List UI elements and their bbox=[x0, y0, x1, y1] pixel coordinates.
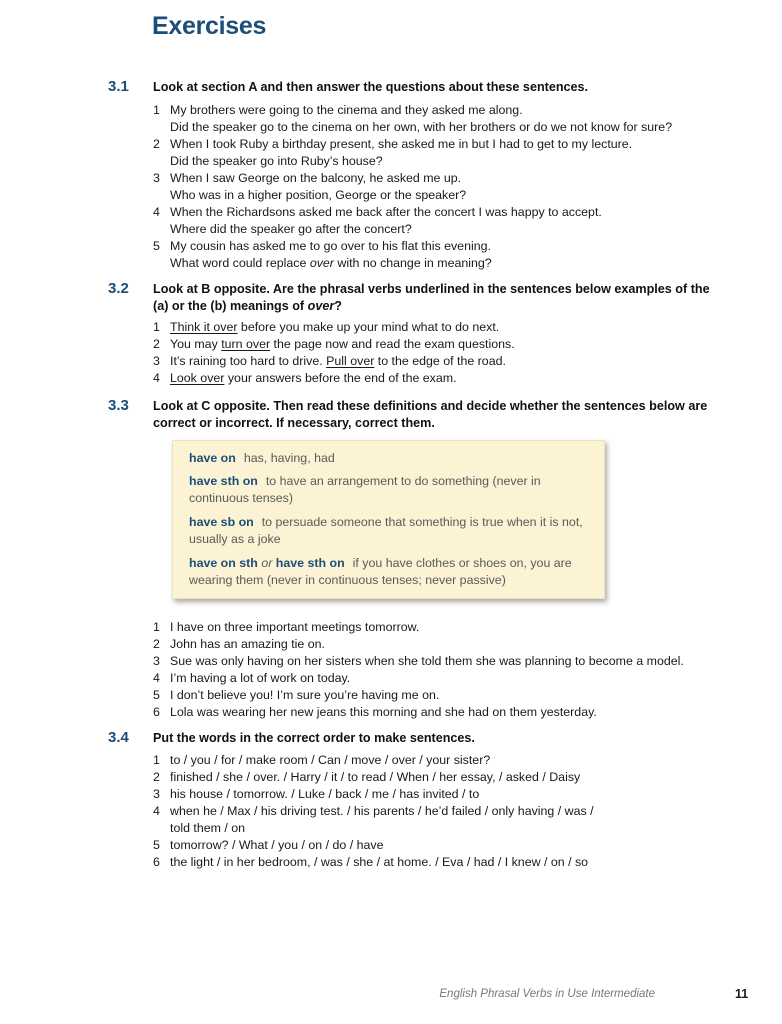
list-item bbox=[153, 170, 753, 204]
definition-entry bbox=[189, 450, 589, 467]
list-item bbox=[153, 319, 753, 336]
emphasized-word: over bbox=[309, 256, 334, 270]
definitions-box bbox=[172, 440, 605, 599]
definition-entry bbox=[189, 514, 589, 548]
item-number: 1 bbox=[153, 320, 160, 334]
definition-text: to persuade someone that something is true when it is not, usually as a joke bbox=[189, 515, 583, 546]
exercise-instruction: Put the words in the correct order to make sentences. bbox=[153, 731, 475, 745]
item-text: I’m having a lot of work on today. bbox=[170, 671, 351, 685]
definition-term: have on bbox=[189, 451, 236, 465]
definition-text: to have an arrangement to do something (never in continuous tenses) bbox=[189, 474, 541, 505]
item-text: I have on three important meetings tomorrow. bbox=[170, 620, 420, 634]
exercise-instruction: Look at section A and then answer the questions about these sentences. bbox=[153, 80, 589, 94]
item-question: Did the speaker go to the cinema on her own, with her brothers or do we not know for sure? bbox=[170, 120, 673, 134]
item-number: 2 bbox=[153, 337, 160, 351]
item-number: 4 bbox=[153, 804, 160, 818]
item-number: 4 bbox=[153, 671, 160, 685]
item-number: 1 bbox=[153, 103, 160, 117]
item-text: to / you / for / make room / Can / move / over / your sister? bbox=[170, 753, 491, 767]
emphasized-word: over bbox=[307, 299, 335, 313]
underlined-phrasal-verb: turn over bbox=[221, 337, 271, 351]
item-question: Did the speaker go into Ruby’s house? bbox=[170, 154, 383, 168]
item-text: I don’t believe you! I’m sure you’re having me on. bbox=[170, 688, 440, 702]
item-text: before you make up your mind what to do next. bbox=[237, 320, 500, 334]
definition-entry bbox=[189, 555, 589, 589]
exercise-number: 3.3 bbox=[108, 397, 129, 414]
item-question: Who was in a higher position, George or the speaker? bbox=[170, 188, 467, 202]
instruction-text: ? bbox=[334, 299, 342, 313]
item-text: John has an amazing tie on. bbox=[170, 637, 325, 651]
footer-book-title: English Phrasal Verbs in Use Intermediate bbox=[439, 988, 655, 1000]
exercise-items bbox=[153, 752, 753, 871]
item-number: 5 bbox=[153, 838, 160, 852]
item-text: finished / she / over. / Harry / it / to read / When / her essay, / asked / Daisy bbox=[170, 770, 581, 784]
item-sentence: My cousin has asked me to go over to his flat this evening. bbox=[170, 239, 491, 253]
list-item bbox=[153, 102, 753, 136]
list-item bbox=[153, 619, 753, 636]
item-sentence: When I took Ruby a birthday present, she asked me in but I had to get to my lecture. bbox=[170, 137, 633, 151]
list-item bbox=[153, 769, 753, 786]
exercise-items bbox=[153, 319, 753, 387]
exercise-items bbox=[153, 102, 753, 272]
list-item bbox=[153, 704, 753, 721]
item-number: 2 bbox=[153, 637, 160, 651]
exercise-number: 3.1 bbox=[108, 78, 129, 95]
list-item bbox=[153, 336, 753, 353]
item-number: 2 bbox=[153, 137, 160, 151]
definition-term: have sth on bbox=[189, 474, 258, 488]
page-number: 11 bbox=[735, 987, 749, 1001]
instruction-line: Look at B opposite. Are the phrasal verbs underlined in the sentences below examples of the bbox=[153, 282, 710, 296]
definition-entry bbox=[189, 473, 589, 507]
item-number: 2 bbox=[153, 770, 160, 784]
item-text-continued: told them / on bbox=[170, 821, 246, 835]
exercise-number: 3.4 bbox=[108, 729, 129, 746]
list-item bbox=[153, 636, 753, 653]
item-text: Sue was only having on her sisters when she told them she was planning to become a model. bbox=[170, 654, 684, 668]
item-text: to the edge of the road. bbox=[374, 354, 506, 368]
item-number: 5 bbox=[153, 688, 160, 702]
item-number: 4 bbox=[153, 371, 160, 385]
item-question bbox=[170, 255, 753, 272]
item-number: 5 bbox=[153, 239, 160, 253]
instruction-line: correct or incorrect. If necessary, correct them. bbox=[153, 416, 435, 430]
item-number: 3 bbox=[153, 171, 160, 185]
item-number: 4 bbox=[153, 205, 160, 219]
question-text: What word could replace bbox=[170, 256, 310, 270]
definition-term-part: have sth on bbox=[275, 556, 345, 570]
underlined-phrasal-verb: Pull over bbox=[326, 354, 375, 368]
instruction-text: (a) or the (b) meanings of bbox=[153, 299, 308, 313]
list-item bbox=[153, 687, 753, 704]
list-item bbox=[153, 854, 753, 871]
definition-term bbox=[189, 556, 345, 570]
item-question: Where did the speaker go after the concert? bbox=[170, 222, 412, 236]
item-text: the light / in her bedroom, / was / she / at home. / Eva / had / I knew / on / so bbox=[170, 855, 589, 869]
page-title: Exercises bbox=[152, 12, 267, 40]
question-text: with no change in meaning? bbox=[333, 256, 492, 270]
underlined-phrasal-verb: Think it over bbox=[170, 320, 238, 334]
item-text: when he / Max / his driving test. / his parents / he’d failed / only having / was / bbox=[170, 804, 594, 818]
list-item bbox=[153, 653, 753, 670]
list-item bbox=[153, 353, 753, 370]
definition-term: have sb on bbox=[189, 515, 254, 529]
item-sentence: When I saw George on the balcony, he asked me up. bbox=[170, 171, 462, 185]
list-item bbox=[153, 837, 753, 854]
item-text: It’s raining too hard to drive. bbox=[170, 354, 327, 368]
item-number: 3 bbox=[153, 354, 160, 368]
item-sentence: My brothers were going to the cinema and they asked me along. bbox=[170, 103, 523, 117]
instruction-line bbox=[153, 298, 743, 315]
definition-or: or bbox=[261, 556, 273, 570]
exercise-instruction bbox=[153, 398, 743, 432]
list-item bbox=[153, 752, 753, 769]
item-number: 3 bbox=[153, 787, 160, 801]
list-item bbox=[153, 370, 753, 387]
list-item bbox=[153, 670, 753, 687]
exercise-instruction bbox=[153, 281, 743, 315]
list-item bbox=[153, 204, 753, 238]
item-text: tomorrow? / What / you / on / do / have bbox=[170, 838, 384, 852]
item-number: 6 bbox=[153, 705, 160, 719]
item-text: Lola was wearing her new jeans this morning and she had on them yesterday. bbox=[170, 705, 597, 719]
list-item bbox=[153, 238, 753, 272]
item-text: the page now and read the exam questions. bbox=[270, 337, 515, 351]
list-item bbox=[153, 136, 753, 170]
underlined-phrasal-verb: Look over bbox=[170, 371, 225, 385]
exercise-3-3-items bbox=[153, 619, 753, 721]
item-number: 1 bbox=[153, 620, 160, 634]
item-number: 3 bbox=[153, 654, 160, 668]
item-text: his house / tomorrow. / Luke / back / me / has invited / to bbox=[170, 787, 480, 801]
item-number: 6 bbox=[153, 855, 160, 869]
item-sentence: When the Richardsons asked me back after the concert I was happy to accept. bbox=[170, 205, 602, 219]
exercise-number: 3.2 bbox=[108, 280, 129, 297]
item-text: You may bbox=[170, 337, 222, 351]
instruction-line: Look at C opposite. Then read these definitions and decide whether the sentences below are bbox=[153, 399, 708, 413]
list-item bbox=[153, 803, 753, 837]
item-text: your answers before the end of the exam. bbox=[224, 371, 457, 385]
definition-text: if you have clothes or shoes on, you are wearing them (never in continuous tenses; never passive) bbox=[189, 556, 572, 587]
item-number: 1 bbox=[153, 753, 160, 767]
definition-term-part: have on sth bbox=[189, 556, 258, 570]
list-item bbox=[153, 786, 753, 803]
definition-text: has, having, had bbox=[243, 451, 335, 465]
